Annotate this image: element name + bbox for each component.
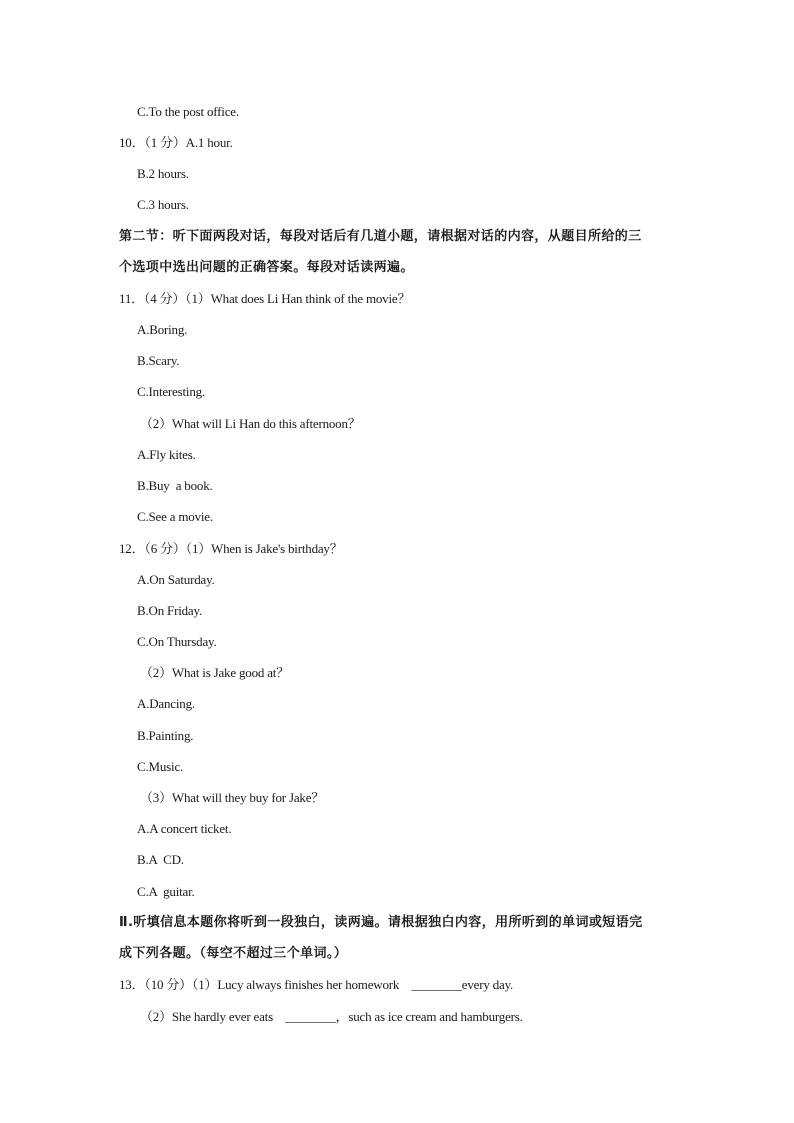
question-11-1-option-b: B.Scary.	[137, 353, 180, 368]
question-12-1-option-a: A.On Saturday.	[137, 572, 215, 587]
question-11-2-option-b: B.Buy a book.	[137, 478, 213, 493]
question-11-part-2: （2）What will Li Han do this afternoon？	[140, 416, 361, 431]
question-9-option-c: C.To the post office.	[137, 104, 239, 119]
question-12-part-2: （2）What is Jake good at？	[140, 665, 290, 680]
part-2-instruction-line-1: Ⅱ.听填信息本题你将听到一段独白，读两遍。请根据独白内容，用所听到的单词或短语完	[119, 915, 643, 930]
question-13-part-2: （2）She hardly ever eats ________，such as ice cream and hamburgers.	[140, 1009, 523, 1024]
question-10-option-b: B.2 hours.	[137, 166, 189, 181]
section-2-instruction-line-1: 第二节：听下面两段对话，每段对话后有几道小题，请根据对话的内容，从题目所给的三	[119, 229, 642, 244]
question-11-part-1: 11．（4 分）（1）What does Li Han think of the movie？	[119, 291, 411, 306]
question-12-part-3: （3）What will they buy for Jake？	[140, 790, 325, 805]
question-12-1-option-b: B.On Friday.	[137, 603, 203, 618]
question-12-2-option-c: C.Music.	[137, 759, 184, 774]
question-11-2-option-c: C.See a movie.	[137, 509, 213, 524]
question-12-3-option-a: A.A concert ticket.	[137, 821, 232, 836]
question-12-3-option-b: B.A CD.	[137, 852, 184, 867]
question-12-2-option-b: B.Painting.	[137, 728, 194, 743]
question-12-1-option-c: C.On Thursday.	[137, 634, 217, 649]
question-12-2-option-a: A.Dancing.	[137, 696, 195, 711]
question-12-3-option-c: C.A guitar.	[137, 884, 195, 899]
question-10-stem: 10．（1 分）A.1 hour.	[119, 135, 233, 150]
question-11-1-option-a: A.Boring.	[137, 322, 188, 337]
section-2-instruction-line-2: 个选项中选出问题的正确答案。每段对话读两遍。	[119, 260, 414, 275]
part-2-instruction-line-2: 成下列各题。（每空不超过三个单词。）	[119, 946, 348, 961]
question-11-1-option-c: C.Interesting.	[137, 384, 205, 399]
question-13-part-1: 13．（10 分）（1）Lucy always finishes her homework ________every day.	[119, 977, 514, 992]
question-11-2-option-a: A.Fly kites.	[137, 447, 196, 462]
question-12-part-1: 12．（6 分）（1）When is Jake's birthday？	[119, 541, 343, 556]
question-10-option-c: C.3 hours.	[137, 197, 189, 212]
